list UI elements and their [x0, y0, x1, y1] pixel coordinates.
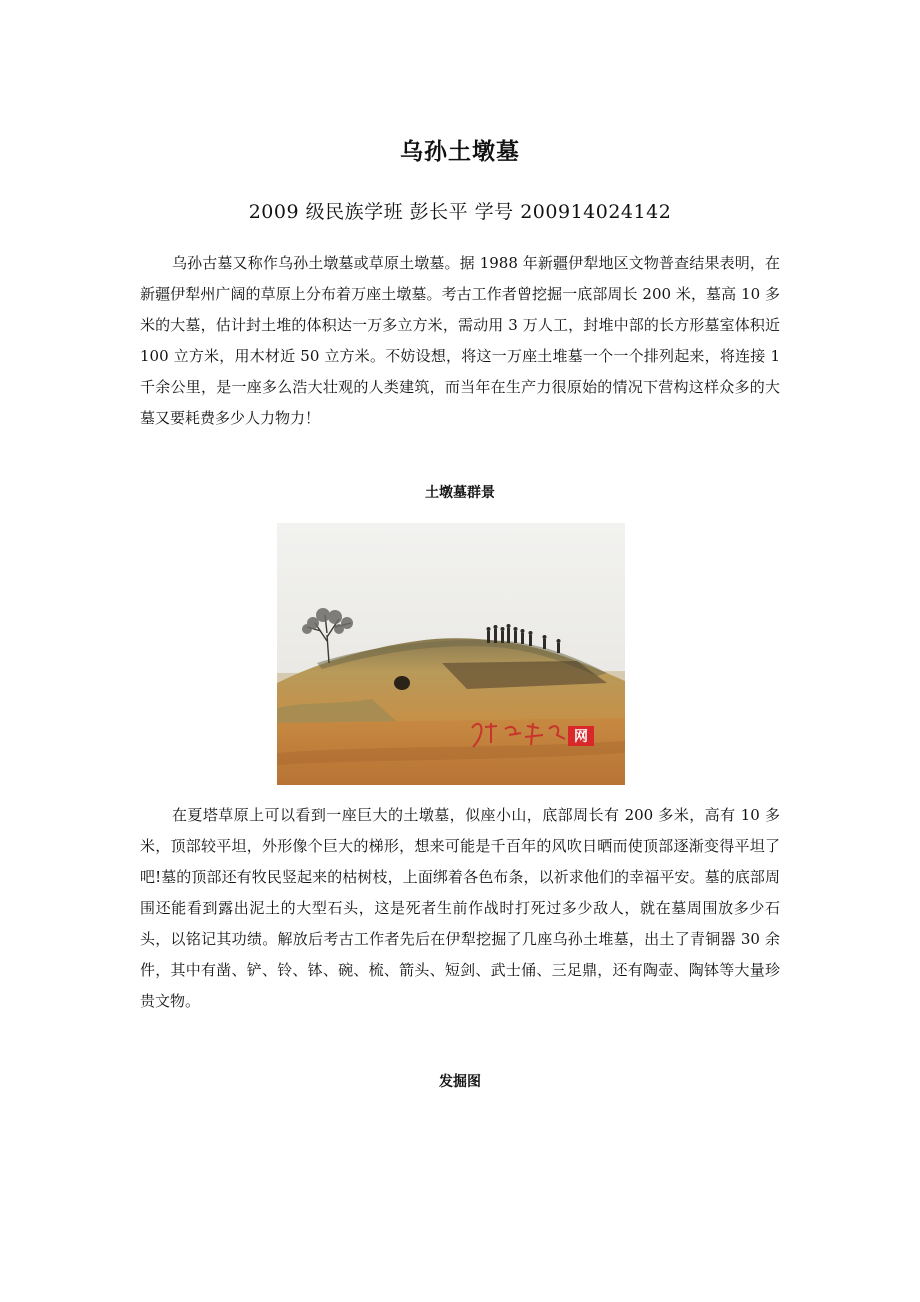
mound-photo-illustration [277, 523, 625, 785]
watermark-text: 网 [574, 729, 588, 745]
photo-caption-mound-group: 土墩墓群景 [425, 485, 495, 501]
photo-caption-excavation: 发掘图 [439, 1074, 481, 1090]
mound-photo [277, 523, 625, 785]
paragraph-xiata-mound: 在夏塔草原上可以看到一座巨大的土墩墓，似座小山，底部周长有 200 多米，高有 10 多米，顶部较平坦，外形像个巨大的梯形，想来可能是千百年的风吹日晒而使顶部逐渐变得平坦了吧!墓的顶部还有牧民竖起来的枯树枝，上面绑着各色布条，以祈求他们的幸福平安。墓的底部周围还能看到露出泥土的大型石头，这是死者生前作战时打死过多少敌人，就在墓周围放多少石头，以铭记其功绩。解放后考古工作者先后在伊犁挖掘了几座乌孙土堆墓，出土了青铜器 30 余件，其中有凿、铲、铃、钵、碗、梳、箭头、短剑、武士俑、三足鼎，还有陶壶、陶钵等大量珍贵文物。 [140, 806, 780, 1010]
paragraph-intro: 乌孙古墓又称作乌孙土墩墓或草原土墩墓。据 1988 年新疆伊犁地区文物普查结果表明，在新疆伊犁州广阔的草原上分布着万座土墩墓。考古工作者曾挖掘一底部周长 200 米，墓高 10 多米的大墓，估计封土堆的体积达一万多立方米，需动用 3 万人工，封堆中部的长方形墓室体积近 100 立方米，用木材近 50 立方米。不妨设想，将这一万座土堆墓一个一个排列起来，将连接 1 千余公里，是一座多么浩大壮观的人类建筑，而当年在生产力很原始的情况下营构这样众多的大墓又要耗费多少人力物力！ [140, 254, 780, 427]
document-title: 乌孙土墩墓 [400, 139, 520, 165]
document-subtitle: 2009 级民族学班 彭长平 学号 200914024142 [248, 201, 672, 223]
